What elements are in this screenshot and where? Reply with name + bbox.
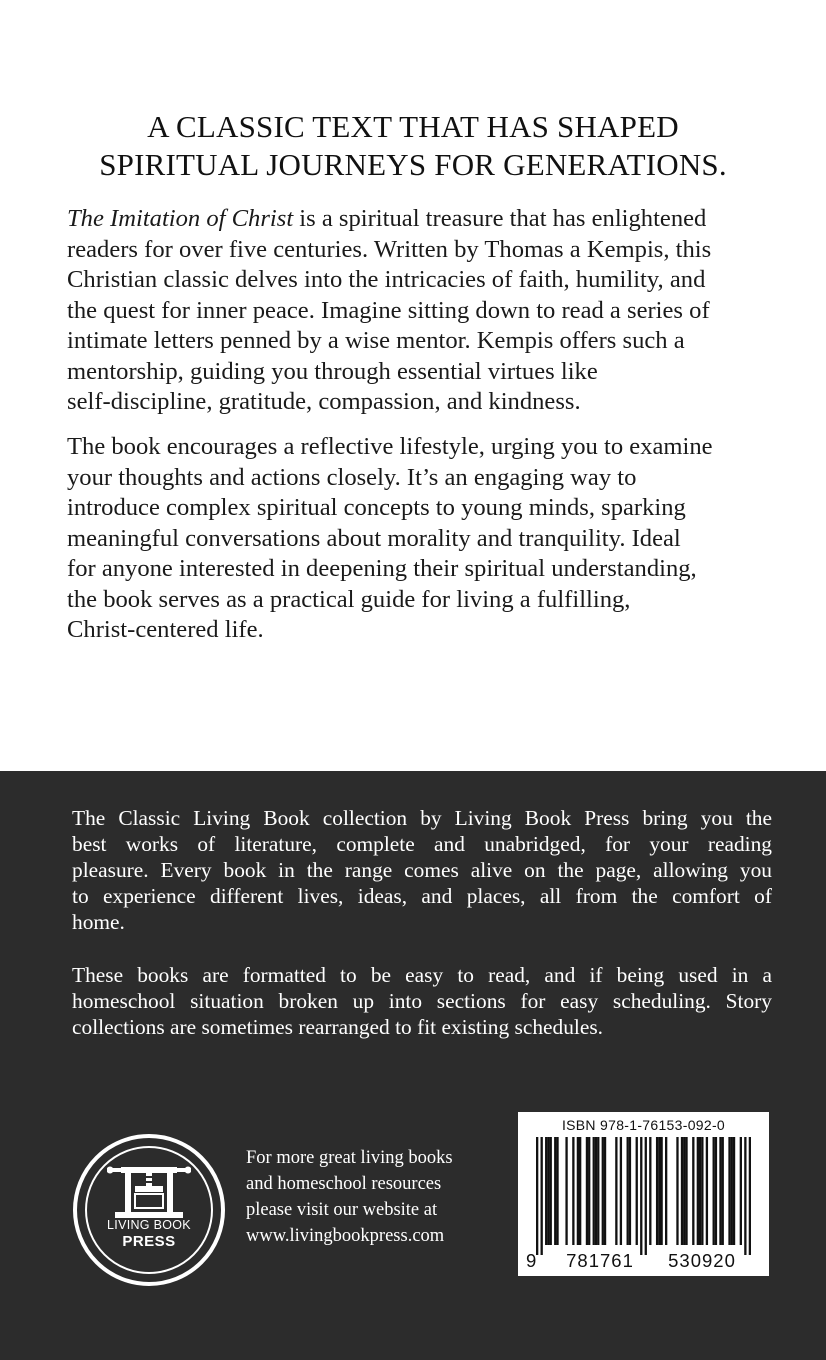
text-line: for anyone interested in deepening their spiritual understanding,	[67, 555, 697, 582]
text-line: self-discipline, gratitude, compassion, and kindness.	[67, 388, 581, 415]
living-book-press-logo	[73, 1134, 225, 1286]
text-line: The Classic Living Book collection by Living Book Press bring you the	[72, 806, 772, 830]
headline-line-2: SPIRITUAL JOURNEYS FOR GENERATIONS.	[99, 147, 727, 182]
isbn-label: ISBN 978-1-76153-092-0	[561, 1117, 726, 1133]
ean-digits-right: 530920	[668, 1250, 736, 1271]
book-title: The Imitation of Christ	[67, 205, 294, 232]
description-paragraph-1	[67, 204, 787, 418]
text-line: For more great living books	[246, 1148, 453, 1168]
text-line: Christ-centered life.	[67, 616, 264, 643]
collection-paragraph-1	[72, 805, 772, 935]
headline	[40, 108, 786, 184]
website-url: www.livingbookpress.com	[246, 1226, 445, 1246]
ean-digit-first: 9	[526, 1250, 538, 1271]
collection-paragraph-2	[72, 962, 772, 1040]
text-line: homeschool situation broken up into sections for easy scheduling. Story	[72, 989, 772, 1013]
text-line: These books are formatted to be easy to read, and if being used in a	[72, 963, 772, 987]
dark-band	[0, 771, 826, 1360]
text-line: please visit our website at	[246, 1200, 438, 1220]
text-line: the book serves as a practical guide for living a fulfilling,	[67, 585, 631, 613]
text-line: collections are sometimes rearranged to fit existing schedules.	[72, 1015, 604, 1039]
text-line: best works of literature, complete and unabridged, for your reading	[72, 832, 772, 856]
text-line: your thoughts and actions closely. It’s an engaging way to	[67, 463, 637, 491]
description-paragraph-2	[67, 432, 787, 646]
website-note	[246, 1145, 496, 1249]
text-line: and homeschool resources	[246, 1174, 442, 1194]
barcode-icon	[536, 1137, 751, 1255]
text-line: readers for over five centuries. Written by Thomas a Kempis, this	[67, 235, 712, 263]
isbn-barcode	[518, 1112, 769, 1276]
text-line: introduce complex spiritual concepts to young minds, sparking	[67, 494, 686, 521]
text-line: intimate letters penned by a wise mentor. Kempis offers such a	[67, 327, 685, 354]
text-line: to experience different lives, ideas, and places, all from the comfort of	[72, 884, 772, 908]
logo-text-press: PRESS	[122, 1233, 176, 1250]
text-line: meaningful conversations about morality and tranquility. Ideal	[67, 524, 681, 552]
text-line: The book encourages a reflective lifestyle, urging you to examine	[67, 433, 713, 460]
text-line: the quest for inner peace. Imagine sitting down to read a series of	[67, 296, 710, 324]
logo-text-living-book: LIVING BOOK	[107, 1218, 191, 1232]
text-line: pleasure. Every book in the range comes alive on the page, allowing you	[72, 858, 772, 882]
text-line: Christian classic delves into the intricacies of faith, humility, and	[67, 266, 706, 293]
text-line: is a spiritual treasure that has enlightened	[293, 205, 707, 232]
book-press-icon	[107, 1164, 191, 1220]
headline-line-1: A CLASSIC TEXT THAT HAS SHAPED	[147, 109, 679, 144]
text-line: mentorship, guiding you through essential virtues like	[67, 357, 598, 385]
ean-digits-left: 781761	[566, 1250, 634, 1271]
text-line: home.	[72, 910, 125, 934]
